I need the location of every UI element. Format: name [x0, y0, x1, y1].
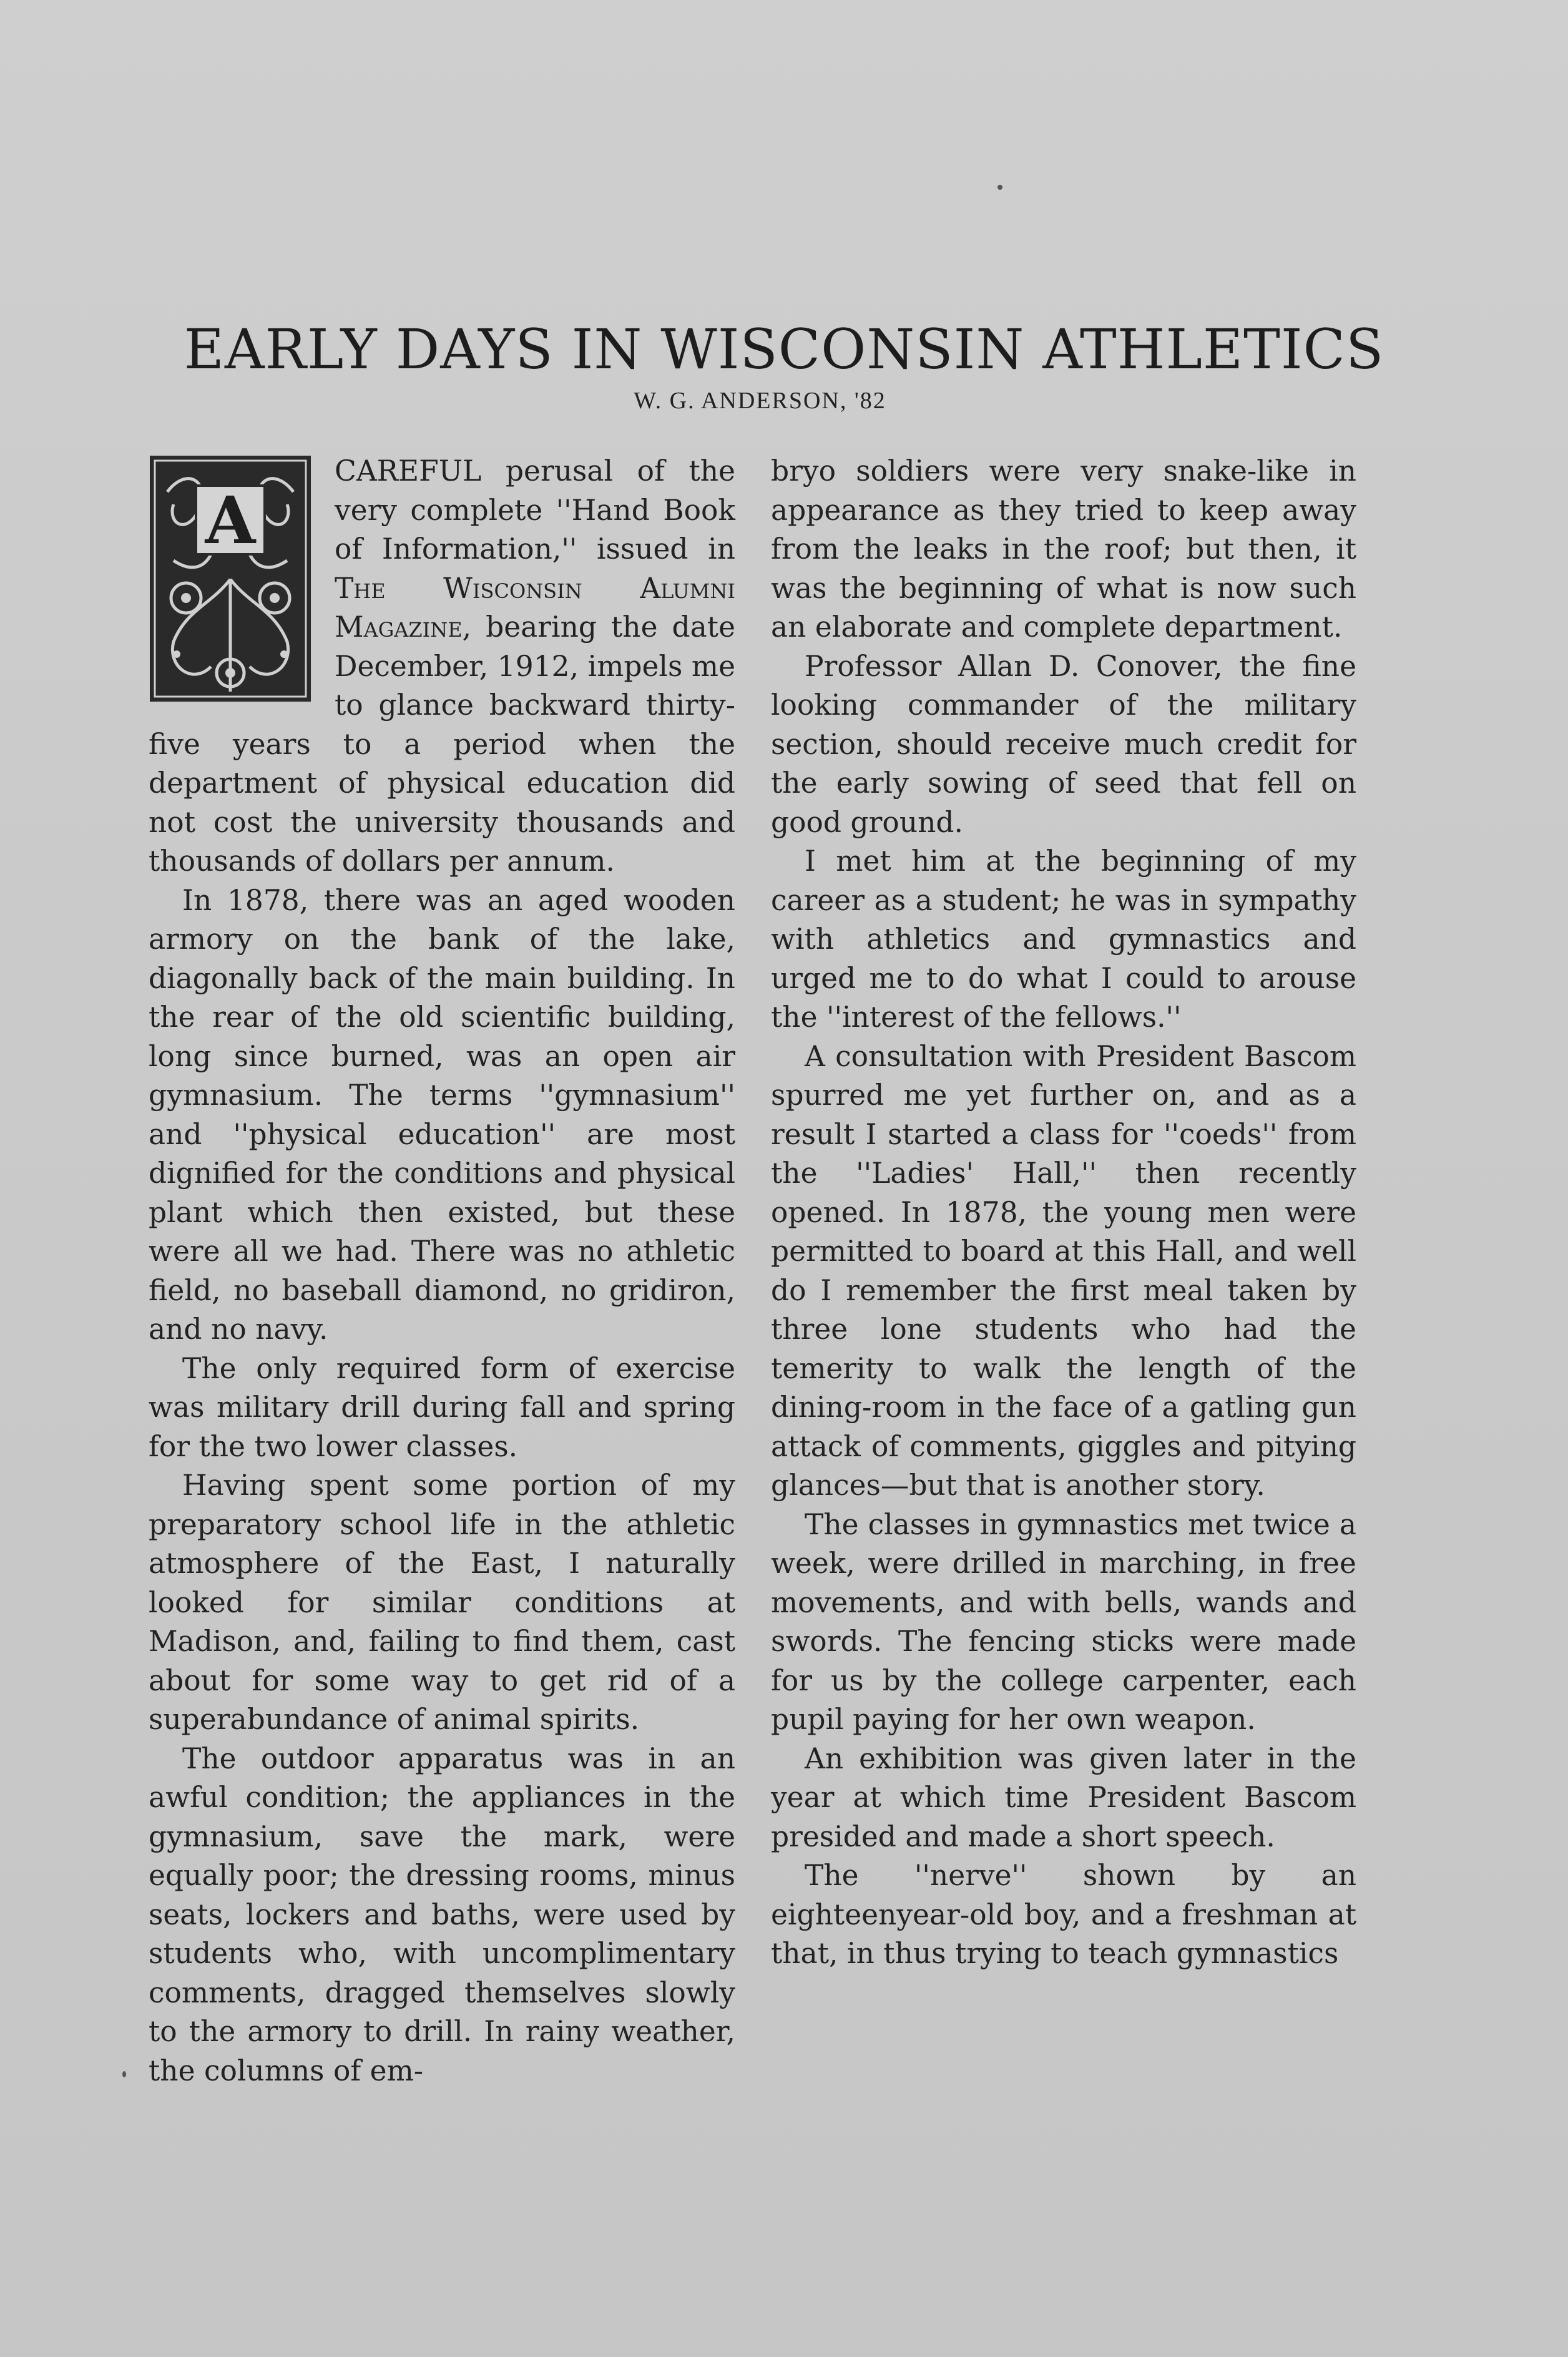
paragraph-5: The outdoor apparatus was in an awful condition; the appliances in the gymnasium, save the mark, were equally poor; the dressing rooms, minus seats, lockers and baths, were used by students who, with uncomplimentary comments, dragged themselves slowly to the armory to drill. In rainy weather, the columns of em- [149, 1742, 735, 2087]
paragraph-2: In 1878, there was an aged wooden armory on the bank of the lake, diagonally back of the main building. In the rear of the old scientific building, long since burned, was an open air gymnasium. The terms ''gymnasium'' and ''physical education'' are most dignified for the conditions and physical plant which then existed, but these were all we had. There was no athletic field, no baseball diamond, no gridiron, and no navy. [149, 883, 735, 1346]
paragraph-1-rest: , bearing the date December, 1912, impels me to glance backward thirty-five years to a period when the department of physical education did not cost the university thousands and thousands of dollars per annum. [149, 610, 735, 878]
paper-speck [997, 185, 1002, 190]
magazine-name: The Wisconsin Alumni Magazine [335, 571, 735, 644]
left-column [149, 452, 735, 2090]
paragraph-12: The ''nerve'' shown by an eighteenyear-old boy, and a freshman at that, in thus trying to teach gymnastics [771, 1859, 1356, 1970]
drop-cap-ornament [149, 454, 312, 703]
right-column [771, 452, 1356, 1974]
drop-cap-letter: A [205, 482, 256, 559]
paragraph-4: Having spent some portion of my preparatory school life in the athletic atmosphere of the East, I naturally looked for similar conditions at Madison, and, failing to find them, cast about for some way to get rid of a superabundance of animal spirits. [149, 1469, 735, 1736]
paragraph-10: The classes in gymnastics met twice a week, were drilled in marching, in free movements, and with bells, wands and swords. The fencing sticks were made for us by the college carpenter, each pupil paying for her own weapon. [771, 1507, 1356, 1736]
paragraph-1-intro: CAREFUL perusal of the very complete ''Hand Book of Information,'' issued in [335, 454, 735, 566]
paragraph-3: The only required form of exercise was military drill during fall and spring for the two lower classes. [149, 1351, 735, 1463]
paper-speck [122, 2071, 126, 2077]
paragraph-11: An exhibition was given later in the year at which time President Bascom presided and made a short speech. [771, 1742, 1356, 1853]
paragraph-9: A consultation with President Bascom spurred me yet further on, and as a result I started a class for ''coeds'' from the ''Ladies' Hall,'' then recently opened. In 1878, the young men were permitted to board at this Hall, and well do I remember the first meal taken by three lone students who had the temerity to walk the length of the dining-room in the face of a gatling gun attack of comments, giggles and pitying glances—but that is another story. [771, 1039, 1356, 1502]
article-author: W. G. ANDERSON, '82 [634, 388, 886, 414]
paragraph-8: I met him at the beginning of my career as a student; he was in sympathy with athletics and gymnastics and urged me to do what I could to arouse the ''interest of the fellows.'' [771, 845, 1356, 1034]
paragraph-6: bryo soldiers were very snake-like in appearance as they tried to keep away from the leaks in the roof; but then, it was the beginning of what is now such an elaborate and complete department. [771, 454, 1356, 644]
paragraph-7: Professor Allan D. Conover, the fine looking commander of the military section, should receive much credit for the early sowing of seed that fell on good ground. [771, 649, 1356, 839]
article-title: EARLY DAYS IN WISCONSIN ATHLETICS [184, 317, 1384, 381]
